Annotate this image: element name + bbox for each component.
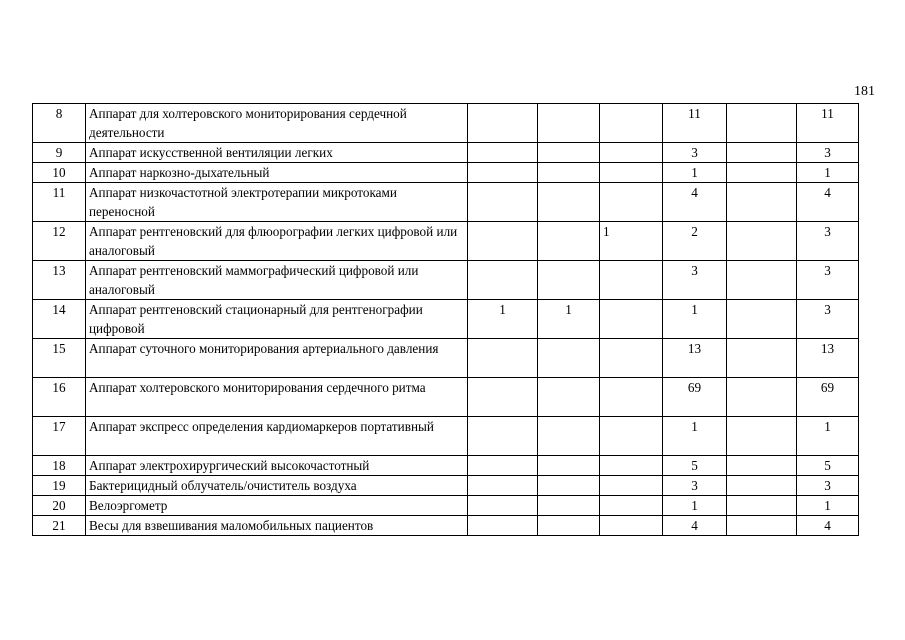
equipment-name: Аппарат рентгеновский стационарный для рентгенографии цифровой [86,300,468,339]
row-number: 18 [33,456,86,476]
cell-col-1 [468,476,538,496]
cell-col-5 [727,261,797,300]
row-number: 9 [33,143,86,163]
equipment-name: Аппарат электрохирургический высокочастотный [86,456,468,476]
equipment-name: Аппарат искусственной вентиляции легких [86,143,468,163]
cell-col-1 [468,496,538,516]
cell-col-5 [727,300,797,339]
cell-col-1 [468,261,538,300]
cell-col-3 [600,183,663,222]
cell-col-1 [468,183,538,222]
table-row [33,163,859,183]
cell-col-4: 3 [663,476,727,496]
cell-col-2 [538,378,600,417]
cell-col-4: 1 [663,300,727,339]
cell-col-1 [468,222,538,261]
cell-total: 5 [797,456,859,476]
cell-col-5 [727,476,797,496]
equipment-name: Аппарат суточного мониторирования артериального давления [86,339,468,378]
cell-col-4: 69 [663,378,727,417]
cell-col-3 [600,516,663,536]
cell-col-2 [538,456,600,476]
cell-total: 13 [797,339,859,378]
cell-col-4: 3 [663,143,727,163]
cell-col-2 [538,339,600,378]
row-number: 14 [33,300,86,339]
cell-col-1 [468,516,538,536]
cell-col-5 [727,104,797,143]
cell-col-4: 1 [663,417,727,456]
cell-total: 4 [797,516,859,536]
cell-col-1 [468,417,538,456]
cell-col-4: 3 [663,261,727,300]
cell-col-4: 13 [663,339,727,378]
cell-total: 1 [797,417,859,456]
table-row [33,222,859,261]
cell-col-3 [600,417,663,456]
equipment-name: Бактерицидный облучатель/очиститель воздуха [86,476,468,496]
row-number: 10 [33,163,86,183]
cell-col-5 [727,163,797,183]
cell-col-3 [600,261,663,300]
equipment-name: Весы для взвешивания маломобильных пациентов [86,516,468,536]
row-number: 17 [33,417,86,456]
cell-col-3 [600,456,663,476]
cell-total: 3 [797,261,859,300]
cell-total: 3 [797,222,859,261]
table-row [33,496,859,516]
equipment-name: Аппарат рентгеновский для флюорографии легких цифровой или аналоговый [86,222,468,261]
cell-col-1 [468,378,538,417]
cell-col-3 [600,104,663,143]
cell-col-5 [727,496,797,516]
cell-col-4: 1 [663,163,727,183]
cell-col-5 [727,378,797,417]
table-row [33,183,859,222]
cell-col-1: 1 [468,300,538,339]
cell-total: 3 [797,476,859,496]
table-row [33,476,859,496]
row-number: 20 [33,496,86,516]
cell-col-3 [600,163,663,183]
cell-col-2 [538,222,600,261]
equipment-name: Аппарат холтеровского мониторирования сердечного ритма [86,378,468,417]
equipment-name: Аппарат рентгеновский маммографический цифровой или аналоговый [86,261,468,300]
cell-col-4: 1 [663,496,727,516]
cell-total: 4 [797,183,859,222]
cell-col-5 [727,222,797,261]
cell-col-2 [538,183,600,222]
row-number: 8 [33,104,86,143]
cell-col-2 [538,516,600,536]
cell-col-1 [468,456,538,476]
table-row [33,339,859,378]
cell-col-1 [468,163,538,183]
equipment-name: Аппарат наркозно-дыхательный [86,163,468,183]
cell-col-4: 11 [663,104,727,143]
table-row [33,261,859,300]
cell-col-2 [538,104,600,143]
table-row [33,378,859,417]
cell-col-4: 5 [663,456,727,476]
cell-col-2 [538,261,600,300]
cell-col-3 [600,378,663,417]
cell-col-3 [600,496,663,516]
cell-col-5 [727,417,797,456]
row-number: 13 [33,261,86,300]
table-row [33,417,859,456]
cell-col-5 [727,456,797,476]
cell-total: 11 [797,104,859,143]
table-row [33,516,859,536]
cell-total: 1 [797,163,859,183]
cell-total: 3 [797,143,859,163]
cell-col-2 [538,476,600,496]
cell-col-3 [600,300,663,339]
cell-total: 3 [797,300,859,339]
cell-col-2 [538,496,600,516]
table-row [33,143,859,163]
cell-col-5 [727,516,797,536]
row-number: 19 [33,476,86,496]
cell-col-4: 2 [663,222,727,261]
cell-col-5 [727,339,797,378]
table-row [33,104,859,143]
cell-col-5 [727,143,797,163]
cell-col-2: 1 [538,300,600,339]
row-number: 11 [33,183,86,222]
cell-col-2 [538,143,600,163]
row-number: 16 [33,378,86,417]
cell-col-3: 1 [600,222,663,261]
equipment-name: Аппарат низкочастотной электротерапии микротоками переносной [86,183,468,222]
cell-col-1 [468,143,538,163]
cell-col-5 [727,183,797,222]
equipment-table [32,103,859,536]
equipment-name: Велоэргометр [86,496,468,516]
equipment-name: Аппарат экспресс определения кардиомаркеров портативный [86,417,468,456]
table-row [33,300,859,339]
cell-col-2 [538,163,600,183]
row-number: 15 [33,339,86,378]
cell-total: 1 [797,496,859,516]
row-number: 21 [33,516,86,536]
cell-col-3 [600,143,663,163]
row-number: 12 [33,222,86,261]
cell-total: 69 [797,378,859,417]
cell-col-1 [468,104,538,143]
cell-col-2 [538,417,600,456]
table-row [33,456,859,476]
cell-col-3 [600,476,663,496]
cell-col-4: 4 [663,516,727,536]
cell-col-1 [468,339,538,378]
page-number: 181 [854,84,875,99]
cell-col-3 [600,339,663,378]
equipment-name: Аппарат для холтеровского мониторирования сердечной деятельности [86,104,468,143]
cell-col-4: 4 [663,183,727,222]
